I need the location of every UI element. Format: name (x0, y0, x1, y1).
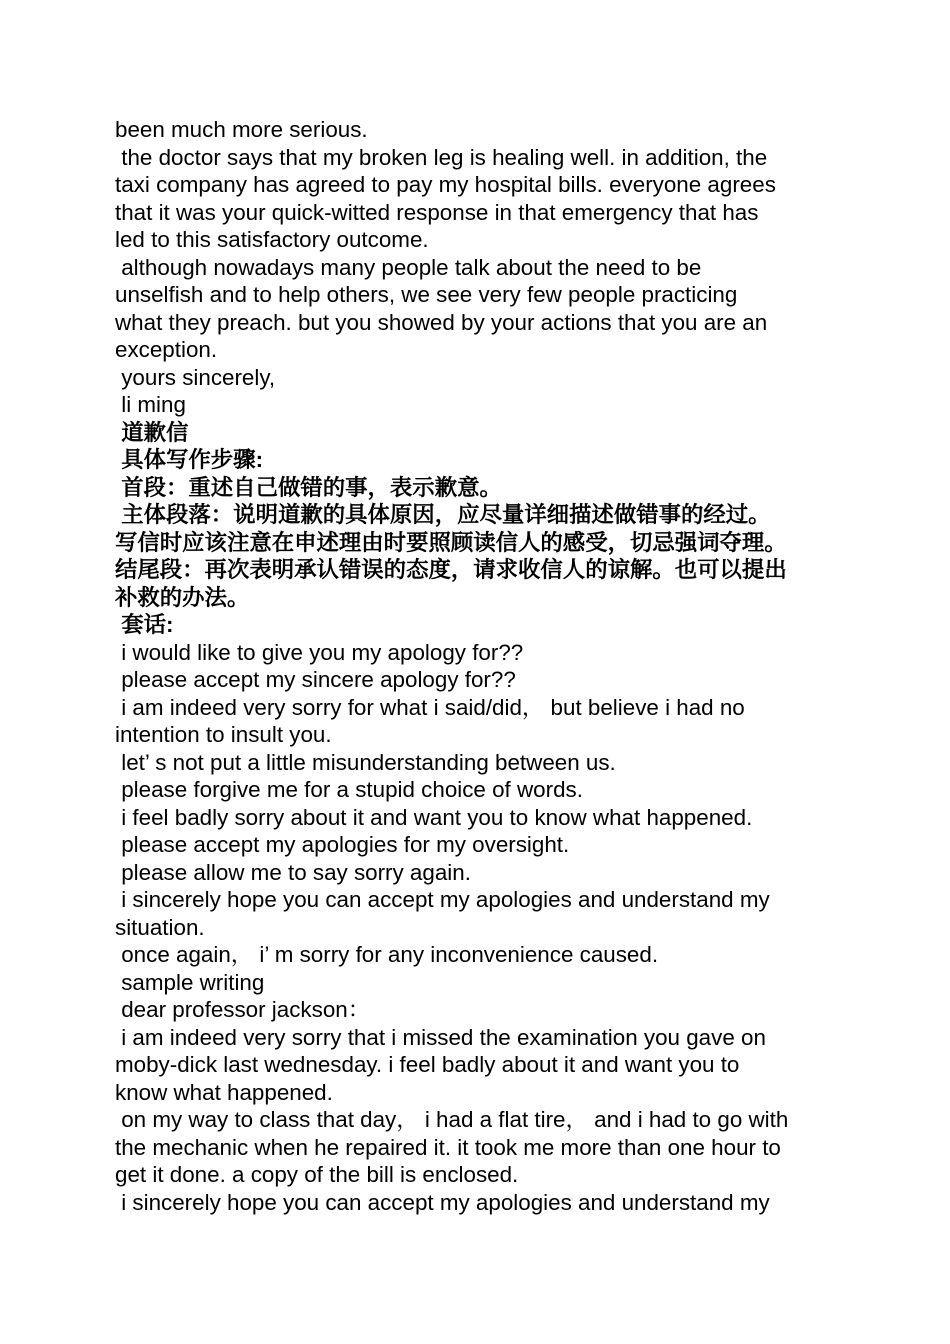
text-line: the doctor says that my broken leg is healing well. in addition, the (115, 144, 768, 170)
heading-line: 补救的办法。 (115, 584, 250, 610)
heading-line: 首段：重述自己做错的事，表示歉意。 (115, 474, 502, 500)
text-line: sample writing (115, 969, 265, 995)
text-line: led to this satisfactory outcome. (115, 227, 429, 252)
text-line: i am indeed very sorry that i missed the examination you gave on (115, 1024, 766, 1050)
text-line: on my way to class that day， i had a flat tire， and i had to go with (115, 1107, 789, 1132)
heading-line: 套话: (115, 612, 174, 637)
text-line: the mechanic when he repaired it. it took me more than one hour to (115, 1134, 781, 1160)
document-body (115, 116, 845, 1216)
heading-line: 主体段落：说明道歉的具体原因，应尽量详细描述做错事的经过。 (115, 502, 771, 527)
heading-line: 结尾段：再次表明承认错误的态度，请求收信人的谅解。也可以提出 (115, 557, 787, 582)
heading-line: 具体写作步骤: (115, 447, 264, 472)
text-line: that it was your quick-witted response in that emergency that has (115, 199, 759, 225)
text-line: i would like to give you my apology for?? (115, 639, 524, 665)
text-line: taxi company has agreed to pay my hospital bills. everyone agrees (115, 172, 776, 197)
text-line: let’ s not put a little misunderstanding between us. (115, 749, 616, 775)
heading-line: 写信时应该注意在申述理由时要照顾读信人的感受，切忌强词夺理。 (115, 529, 787, 555)
text-line: i am indeed very sorry for what i said/did， but believe i had no (115, 694, 745, 720)
text-line: please forgive me for a stupid choice of words. (115, 777, 583, 802)
text-line: intention to insult you. (115, 722, 332, 747)
text-line: moby-dick last wednesday. i feel badly about it and want you to (115, 1052, 740, 1077)
text-line: situation. (115, 914, 205, 940)
text-line: li ming (115, 392, 186, 417)
text-line: please accept my apologies for my oversight. (115, 832, 570, 857)
text-line: although nowadays many people talk about the need to be (115, 254, 702, 280)
text-line: been much more serious. (115, 117, 368, 142)
text-line: exception. (115, 337, 218, 362)
text-line: once again， i’ m sorry for any inconvenience caused. (115, 942, 659, 967)
text-line: know what happened. (115, 1079, 333, 1105)
text-line: what they preach. but you showed by your actions that you are an (115, 309, 768, 335)
text-line: i sincerely hope you can accept my apologies and understand my (115, 887, 770, 912)
text-line: get it done. a copy of the bill is enclosed. (115, 1162, 519, 1187)
text-line: dear professor jackson： (115, 997, 371, 1022)
heading-line: 道歉信 (115, 419, 189, 445)
text-line: i sincerely hope you can accept my apologies and understand my (115, 1189, 770, 1215)
text-line: yours sincerely, (115, 364, 276, 390)
text-line: please allow me to say sorry again. (115, 859, 471, 885)
text-line: i feel badly sorry about it and want you to know what happened. (115, 804, 753, 830)
text-line: unselfish and to help others, we see very few people practicing (115, 282, 738, 307)
text-line: please accept my sincere apology for?? (115, 667, 516, 692)
